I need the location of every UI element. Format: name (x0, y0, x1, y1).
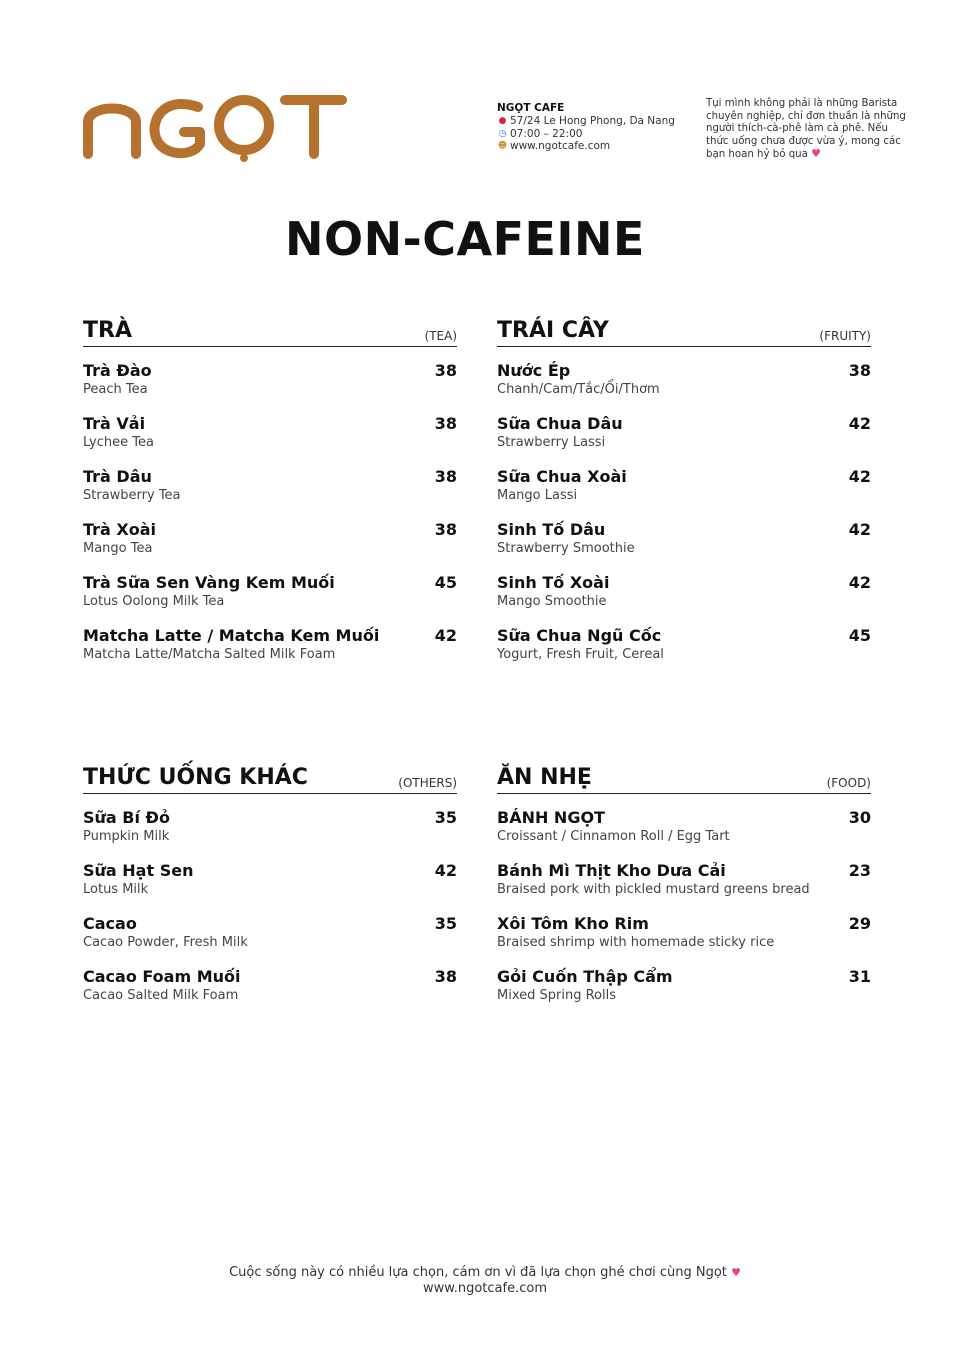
alarm-clock-icon: ◷ (498, 128, 507, 139)
item-price: 38 (848, 361, 871, 380)
footer-message: Cuộc sống này có nhiều lựa chọn, cám ơn vì đã lựa chọn ghé chơi cùng Ngọt (229, 1265, 727, 1280)
footer-message-row (0, 1265, 955, 1281)
menu-item (497, 808, 871, 861)
item-description: Strawberry Smoothie (497, 541, 635, 556)
hours-text: 07:00 – 22:00 (510, 127, 583, 140)
menu-item (83, 573, 457, 626)
menu-list (83, 361, 457, 679)
footer-website[interactable]: www.ngotcafe.com (423, 1281, 547, 1296)
item-name: Trà Vải (83, 414, 146, 433)
item-name: Trà Đào (83, 361, 152, 380)
section-title: ĂN NHẸ (497, 765, 592, 790)
menu-item (83, 914, 457, 967)
item-name: Matcha Latte / Matcha Kem Muối (83, 626, 380, 645)
menu-item (83, 808, 457, 861)
menu-list (83, 808, 457, 1020)
item-name: Sữa Hạt Sen (83, 861, 194, 880)
item-description: Lotus Milk (83, 882, 149, 897)
item-price: 35 (434, 914, 457, 933)
section-title: TRÁI CÂY (497, 318, 609, 343)
section-header (83, 318, 457, 347)
item-name: Sữa Chua Ngũ Cốc (497, 626, 662, 645)
barista-note (706, 98, 912, 162)
section-subtitle: (TEA) (424, 329, 457, 343)
item-price: 42 (848, 467, 871, 486)
heart-icon: ♥ (731, 1266, 741, 1279)
item-description: Mango Tea (83, 541, 153, 556)
menu-item (497, 861, 871, 914)
item-description: Mixed Spring Rolls (497, 988, 616, 1003)
page-title: NON-CAFEINE (285, 212, 645, 266)
menu-item (83, 520, 457, 573)
section-header (497, 318, 871, 347)
item-name: Cacao Foam Muối (83, 967, 241, 986)
section-fruity (497, 318, 871, 679)
menu-item (497, 414, 871, 467)
menu-item (497, 361, 871, 414)
item-description: Strawberry Tea (83, 488, 181, 503)
website-row (497, 140, 675, 153)
section-header (83, 765, 457, 794)
item-price: 42 (434, 861, 457, 880)
menu-item (497, 967, 871, 1020)
item-price: 45 (848, 626, 871, 645)
menu-item (83, 467, 457, 520)
item-price: 23 (848, 861, 871, 880)
menu-item (497, 914, 871, 967)
item-name: Sữa Chua Dâu (497, 414, 623, 433)
item-name: Trà Dâu (83, 467, 152, 486)
item-name: Trà Xoài (83, 520, 157, 539)
location-pin-icon: ● (498, 115, 507, 126)
item-description: Matcha Latte/Matcha Salted Milk Foam (83, 647, 336, 662)
menu-list (497, 361, 871, 679)
menu-item (83, 414, 457, 467)
menu-item (83, 626, 457, 679)
section-subtitle: (FOOD) (826, 776, 871, 790)
item-description: Braised shrimp with homemade sticky rice (497, 935, 775, 950)
address-text: 57/24 Le Hong Phong, Da Nang (510, 114, 675, 127)
menu-item (497, 573, 871, 626)
item-description: Strawberry Lassi (497, 435, 606, 450)
item-description: Pumpkin Milk (83, 829, 170, 844)
item-name: Nước Ép (497, 361, 571, 380)
item-name: Bánh Mì Thịt Kho Dưa Cải (497, 861, 726, 880)
section-others (83, 765, 457, 1020)
item-price: 42 (848, 414, 871, 433)
item-price: 45 (434, 573, 457, 592)
menu-item (83, 861, 457, 914)
menu-item (497, 520, 871, 573)
item-description: Mango Lassi (497, 488, 578, 503)
item-description: Lychee Tea (83, 435, 154, 450)
item-name: Trà Sữa Sen Vàng Kem Muối (83, 573, 335, 592)
section-subtitle: (OTHERS) (398, 776, 457, 790)
section-title: THỨC UỐNG KHÁC (83, 765, 308, 790)
item-description: Peach Tea (83, 382, 148, 397)
item-name: Sữa Chua Xoài (497, 467, 627, 486)
item-price: 38 (434, 967, 457, 986)
section-food (497, 765, 871, 1020)
person-icon: ☻ (497, 141, 508, 152)
footer (0, 1265, 955, 1297)
item-description: Cacao Salted Milk Foam (83, 988, 239, 1003)
section-title: TRÀ (83, 318, 132, 343)
item-description: Yogurt, Fresh Fruit, Cereal (497, 647, 664, 662)
item-price: 29 (848, 914, 871, 933)
address-row (497, 115, 675, 128)
menu-item (497, 467, 871, 520)
menu-list (497, 808, 871, 1020)
item-name: BÁNH NGỌT (497, 808, 605, 827)
item-name: Sinh Tố Dâu (497, 520, 606, 539)
item-price: 42 (848, 573, 871, 592)
item-name: Cacao (83, 914, 137, 933)
cafe-info (497, 102, 675, 153)
item-price: 42 (848, 520, 871, 539)
item-description: Braised pork with pickled mustard greens bread (497, 882, 810, 897)
menu-item (83, 967, 457, 1020)
website-link[interactable]: www.ngotcafe.com (510, 140, 611, 153)
item-price: 38 (434, 520, 457, 539)
hours-row (497, 128, 675, 141)
item-description: Lotus Oolong Milk Tea (83, 594, 225, 609)
section-header (497, 765, 871, 794)
item-description: Chanh/Cam/Tắc/Ổi/Thơm (497, 382, 660, 397)
item-price: 35 (434, 808, 457, 827)
item-description: Mango Smoothie (497, 594, 607, 609)
item-price: 38 (434, 361, 457, 380)
heart-icon: ♥ (811, 147, 821, 161)
item-price: 31 (848, 967, 871, 986)
item-price: 30 (848, 808, 871, 827)
item-name: Sữa Bí Đỏ (83, 808, 170, 827)
item-price: 38 (434, 467, 457, 486)
cafe-name: NGỌT CAFE (497, 102, 565, 114)
item-name: Sinh Tố Xoài (497, 573, 610, 592)
item-name: Xôi Tôm Kho Rim (497, 914, 649, 933)
section-tea (83, 318, 457, 679)
item-price: 38 (434, 414, 457, 433)
item-name: Gỏi Cuốn Thập Cẩm (497, 967, 673, 986)
menu-item (497, 626, 871, 679)
item-description: Croissant / Cinnamon Roll / Egg Tart (497, 829, 730, 844)
barista-note-text: Tụi mình không phải là những Barista chuyên nghiệp, chỉ đơn thuần là những người thích-cà-phê làm cà phê. Nếu thức uống chưa được vừa ý, mong các bạn hoan hỷ bỏ qua (706, 98, 906, 161)
menu-item (83, 361, 457, 414)
item-description: Cacao Powder, Fresh Milk (83, 935, 248, 950)
section-subtitle: (FRUITY) (819, 329, 871, 343)
item-price: 42 (434, 626, 457, 645)
ngot-logo (80, 92, 352, 164)
